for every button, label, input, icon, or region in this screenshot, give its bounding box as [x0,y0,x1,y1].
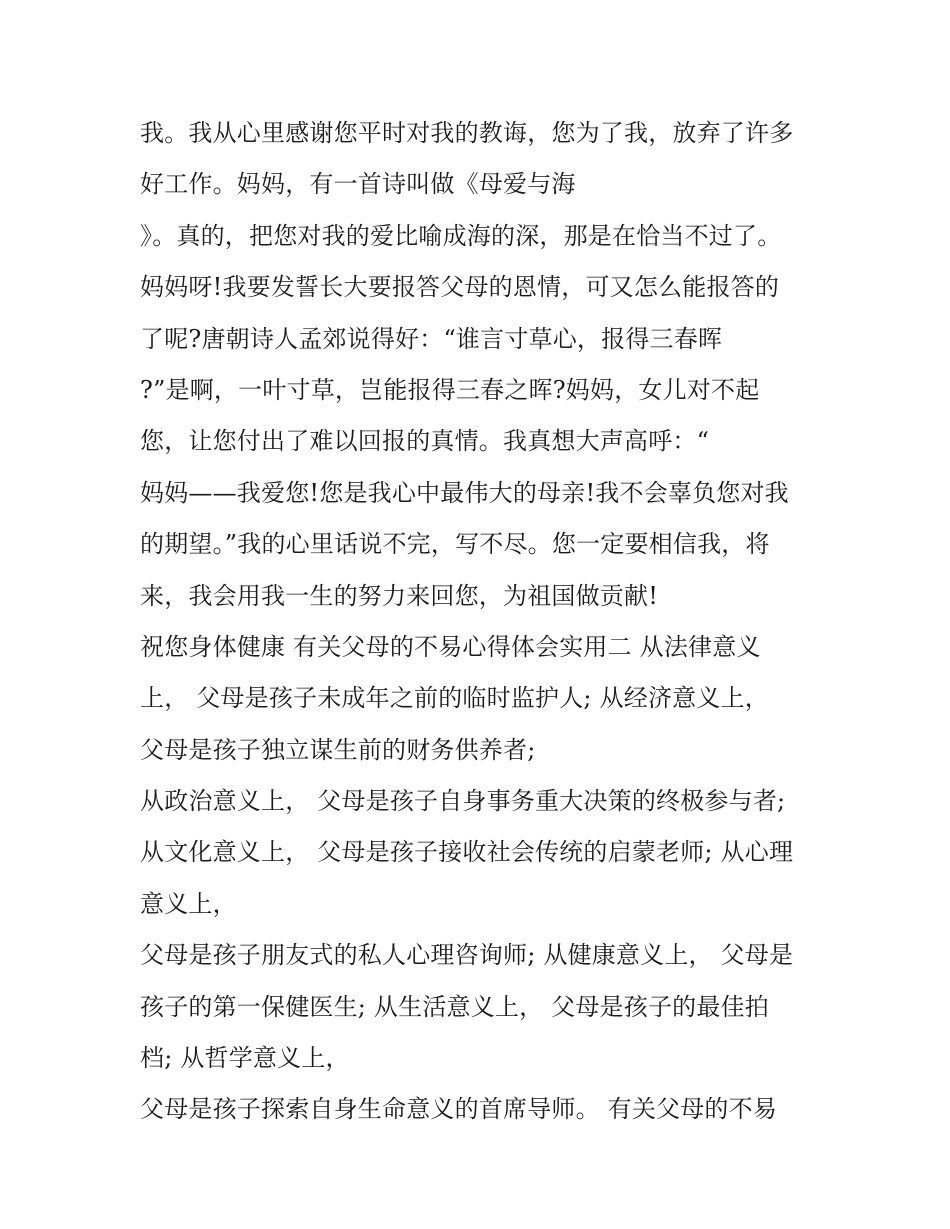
text-line: 好工作。妈妈，有一首诗叫做《母爱与海 [140,170,576,199]
text-line: 从政治意义上， 父母是孩子自身事务重大决策的终极参与者; [140,787,786,816]
text-line: 档; 从哲学意义上， [140,1044,350,1073]
text-line: 我。我从心里感谢您平时对我的教诲，您为了我，放弃了许多 [140,119,794,147]
text-line: 您，让您付出了难以回报的真情。我真想大声高呼：“ [140,427,710,456]
text-line: 父母是孩子探索自身生命意义的首席导师。 有关父母的不易 [140,1095,778,1124]
text-line: 父母是孩子朋友式的私人心理咨询师; 从健康意义上， 父母是 [140,941,794,970]
text-line: 妈妈——我爱您!您是我心中最伟大的母亲!我不会辜负您对我 [140,478,789,507]
text-line: 》。真的，把您对我的爱比喻成海的深，那是在恰当不过了。 [140,221,782,250]
text-line: 来，我会用我一生的努力来回您，为祖国做贡献! [140,581,659,610]
text-line: 意义上， [140,889,237,918]
text-line: 父母是孩子独立谋生前的财务供养者; [140,735,536,764]
text-line: 孩子的第一保健医生; 从生活意义上， 父母是孩子的最佳拍 [140,992,769,1021]
text-line: 祝您身体健康 有关父母的不易心得体会实用二 从法律意义 [140,632,761,661]
text-line: ?”是啊，一叶寸草，岂能报得三春之晖?妈妈，女儿对不起 [140,375,760,404]
text-line: 上， 父母是孩子未成年之前的临时监护人; 从经济意义上， [140,684,769,713]
text-line: 了呢?唐朝诗人孟郊说得好：“谁言寸草心，报得三春晖 [140,324,723,353]
text-line: 从文化意义上， 父母是孩子接收社会传统的启蒙老师; 从心理 [140,838,794,867]
body-text [140,108,830,1136]
text-line: 的期望。”我的心里话说不完，写不尽。您一定要相信我，将 [140,530,770,559]
text-line: 妈妈呀!我要发誓长大要报答父母的恩情，可又怎么能报答的 [140,273,780,302]
